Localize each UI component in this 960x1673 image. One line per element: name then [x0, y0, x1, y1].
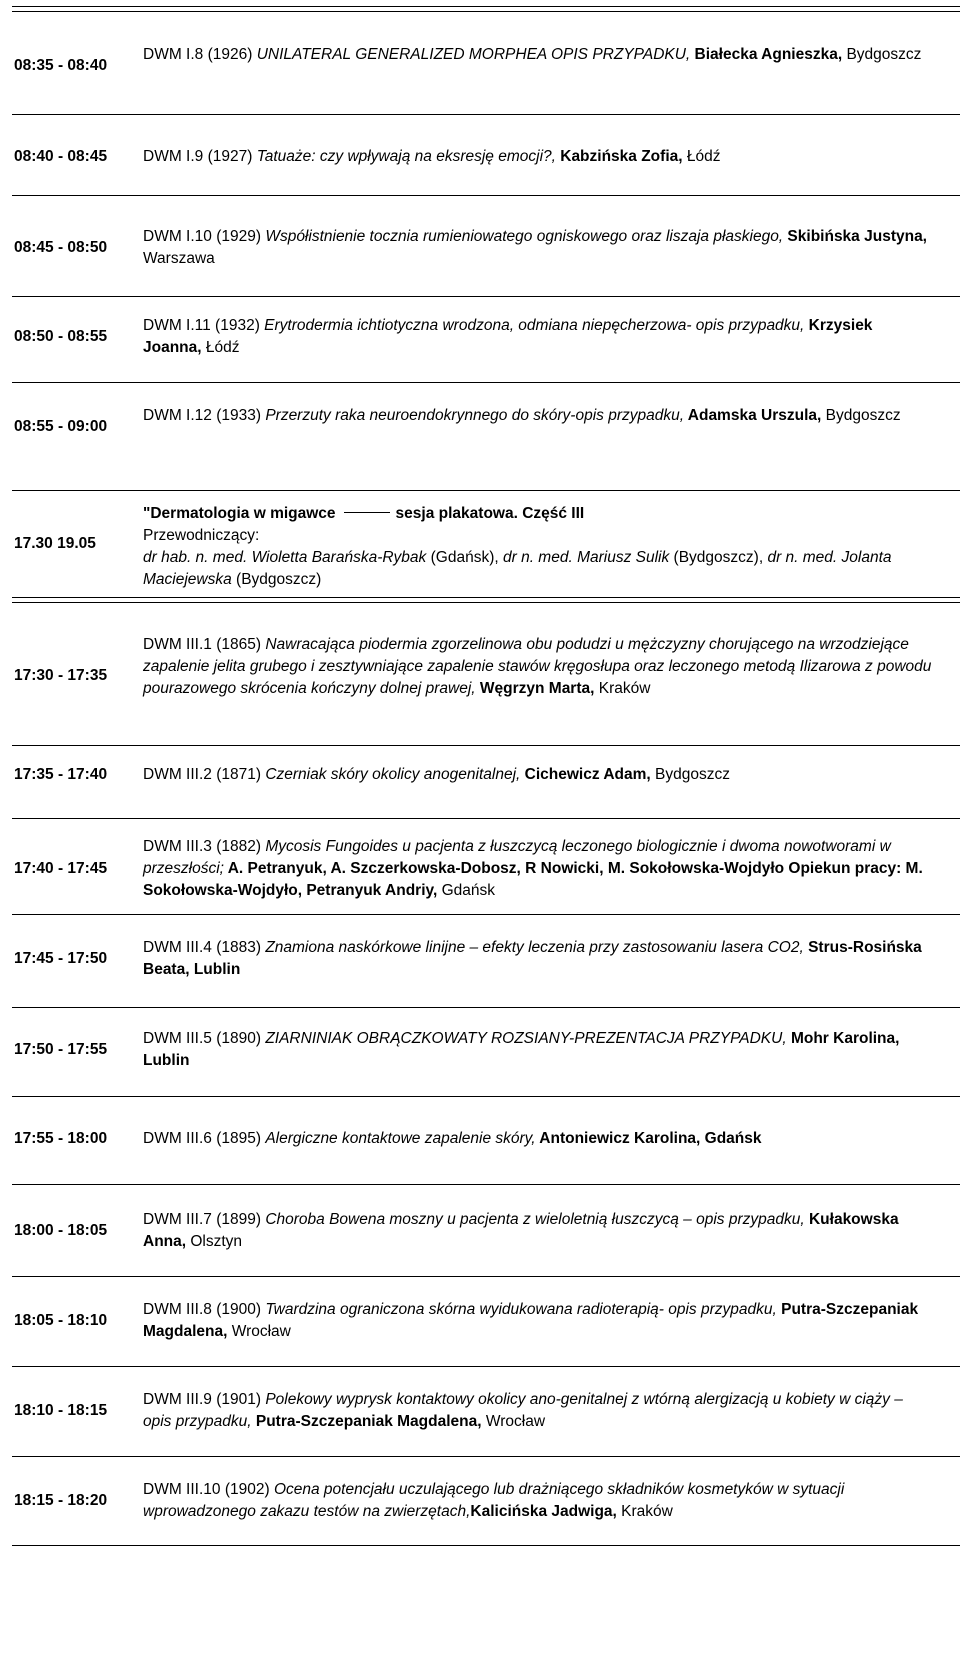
- separator: [12, 1276, 960, 1277]
- presentation-text: [143, 764, 933, 786]
- separator: [12, 1366, 960, 1367]
- presentation-text: [143, 1299, 933, 1343]
- presentation-text: [143, 1028, 933, 1072]
- session-time: 17.30 19.05: [14, 535, 96, 552]
- time-slot: 08:35 - 08:40: [14, 57, 108, 74]
- author-city: Łódź: [682, 148, 721, 165]
- author-city: Bydgoszcz: [821, 407, 901, 424]
- presentation-code: DWM III.2 (1871): [143, 766, 266, 783]
- session-title: "Dermatologia w migawce sesja plakatowa. Część III: [143, 505, 585, 522]
- separator: [12, 490, 960, 491]
- time-slot: 08:55 - 09:00: [14, 418, 108, 435]
- presentation-text: [143, 1209, 933, 1253]
- presentation-code: DWM III.6 (1895): [143, 1130, 266, 1147]
- chair-name: Wioletta Barańska-Rybak: [251, 549, 427, 566]
- presentation-text: [143, 146, 933, 168]
- author-city: Kraków: [594, 680, 651, 697]
- author-city: Bydgoszcz: [842, 46, 922, 63]
- separator: [12, 1096, 960, 1097]
- presentation-code: DWM III.7 (1899): [143, 1211, 266, 1228]
- chair-name: Mariusz Sulik: [577, 549, 670, 566]
- author-city: Wrocław: [481, 1413, 546, 1430]
- presentation-text: [143, 634, 933, 700]
- separator: [12, 818, 960, 819]
- time-slot: 17:55 - 18:00: [14, 1130, 108, 1147]
- separator: [12, 296, 960, 297]
- author-city: Bydgoszcz: [650, 766, 730, 783]
- presentation-text: [143, 1479, 933, 1523]
- time-slot: 17:30 - 17:35: [14, 667, 108, 684]
- presentation-text: [143, 44, 933, 66]
- chair-label: Przewodniczący:: [143, 527, 260, 544]
- separator: [12, 914, 960, 915]
- author-name: Adamska Urszula,: [684, 407, 822, 424]
- separator: [12, 597, 960, 603]
- presentation-title: Czerniak skóry okolicy anogenitalnej,: [265, 766, 521, 783]
- presentation-code: DWM III.5 (1890): [143, 1030, 266, 1047]
- presentation-code: DWM III.10 (1902): [143, 1481, 274, 1498]
- author-name: Putra-Szczepaniak Magdalena,: [143, 1301, 919, 1340]
- presentation-code: DWM I.11 (1932): [143, 317, 265, 334]
- author-city: Łódź: [201, 339, 240, 356]
- author-name: Węgrzyn Marta,: [475, 680, 595, 697]
- time-slot: 18:15 - 18:20: [14, 1492, 108, 1509]
- author-name: A. Petranyuk, A. Szczerkowska-Dobosz, R Nowicki, M. Sokołowska-Wojdyło Opiekun pracy: M. Sokołowska-Wojdyło, Petranyuk Andriy,: [143, 860, 923, 899]
- presentation-text: [143, 836, 933, 902]
- separator: [12, 1184, 960, 1185]
- separator: [12, 1456, 960, 1457]
- separator: [12, 195, 960, 196]
- author-name: Krzysiek Joanna,: [143, 317, 873, 356]
- time-slot: 08:45 - 08:50: [14, 239, 108, 256]
- presentation-title: Współistnienie tocznia rumieniowatego ogniskowego oraz liszaja płaskiego,: [265, 228, 784, 245]
- time-slot: 18:10 - 18:15: [14, 1402, 108, 1419]
- presentation-title: Polekowy wyprysk kontaktowy okolicy ano-genitalnej z wtórną alergizacją u kobiety w ciąży – opis przypadku,: [143, 1391, 903, 1430]
- chairs-list: dr hab. n. med. Wioletta Barańska-Rybak (Gdańsk), dr n. med. Mariusz Sulik (Bydgoszcz), dr n. med. Jolanta Maciejewska (Bydgoszcz): [143, 549, 892, 588]
- presentation-title: Ocena potencjału uczulającego lub drażniącego składników kosmetyków w sytuacji wprowadzonego zakazu testów na zwierzętach,: [143, 1481, 845, 1520]
- author-name: Kabzińska Zofia,: [555, 148, 683, 165]
- presentation-code: DWM III.9 (1901): [143, 1391, 266, 1408]
- presentation-text: [143, 315, 933, 359]
- author-name: Skibińska Justyna,: [783, 228, 927, 245]
- presentation-text: [143, 1128, 933, 1150]
- presentation-code: DWM I.8 (1926): [143, 46, 257, 63]
- presentation-title: Choroba Bowena moszny u pacjenta z wieloletnią łuszczycą – opis przypadku,: [265, 1211, 805, 1228]
- presentation-title: Twardzina ograniczona skórna wyidukowana radioterapią- opis przypadku,: [265, 1301, 777, 1318]
- time-slot: 17:35 - 17:40: [14, 766, 108, 783]
- separator: [12, 1545, 960, 1546]
- time-slot: 08:40 - 08:45: [14, 148, 108, 165]
- time-slot: 18:00 - 18:05: [14, 1222, 108, 1239]
- presentation-code: DWM I.12 (1933): [143, 407, 266, 424]
- separator: [12, 1007, 960, 1008]
- presentation-title: Erytrodermia ichtiotyczna wrodzona, odmiana niepęcherzowa- opis przypadku,: [264, 317, 805, 334]
- author-city: Gdańsk: [437, 882, 496, 899]
- presentation-title: ZIARNINIAK OBRĄCZKOWATY ROZSIANY-PREZENTACJA PRZYPADKU,: [265, 1030, 787, 1047]
- separator: [12, 114, 960, 115]
- dash-line: [344, 512, 390, 513]
- presentation-text: [143, 937, 933, 981]
- time-slot: 17:50 - 17:55: [14, 1041, 108, 1058]
- presentation-title: Nawracająca piodermia zgorzelinowa obu podudzi u mężczyzny chorującego na wrzodziejące zapalenie jelita grubego i zesztywniające zapalenie stawów kręgosłupa oraz leczonego metodą Ilizarowa z powodu pourazowego skrócenia kończyny dolnej prawej,: [143, 636, 932, 697]
- time-slot: 18:05 - 18:10: [14, 1312, 108, 1329]
- separator: [12, 382, 960, 383]
- presentation-text: [143, 226, 933, 270]
- presentation-code: DWM III.8 (1900): [143, 1301, 266, 1318]
- separator: [12, 745, 960, 746]
- author-name: Mohr Karolina, Lublin: [143, 1030, 900, 1069]
- presentation-text: [143, 405, 933, 427]
- presentation-title: Znamiona naskórkowe linijne – efekty leczenia przy zastosowaniu lasera CO2,: [265, 939, 804, 956]
- presentation-code: DWM III.3 (1882): [143, 838, 266, 855]
- presentation-title: Przerzuty raka neuroendokrynnego do skóry-opis przypadku,: [265, 407, 685, 424]
- presentation-code: DWM I.9 (1927): [143, 148, 257, 165]
- author-name: Cichewicz Adam,: [520, 766, 651, 783]
- author-city: Olsztyn: [186, 1233, 243, 1250]
- author-name: Białecka Agnieszka,: [690, 46, 843, 63]
- author-city: Kraków: [616, 1503, 673, 1520]
- presentation-title: UNILATERAL GENERALIZED MORPHEA OPIS PRZYPADKU,: [256, 46, 691, 63]
- presentation-text: [143, 1389, 933, 1433]
- chair-name: Jolanta Maciejewska: [143, 549, 892, 588]
- author-name: Putra-Szczepaniak Magdalena,: [251, 1413, 482, 1430]
- time-slot: 08:50 - 08:55: [14, 328, 108, 345]
- author-name: Kalicińska Jadwiga,: [470, 1503, 617, 1520]
- session-info: [143, 503, 933, 591]
- author-city: Wrocław: [227, 1323, 291, 1340]
- author-name: Antoniewicz Karolina, Gdańsk: [535, 1130, 762, 1147]
- presentation-code: DWM III.4 (1883): [143, 939, 266, 956]
- author-name: Strus-Rosińska Beata, Lublin: [143, 939, 922, 978]
- presentation-title: Mycosis Fungoides u pacjenta z łuszczycą leczonego biologicznie i dwoma nowotworami w przeszłości;: [143, 838, 891, 877]
- presentation-title: Tatuaże: czy wpływają na eksresję emocji?,: [256, 148, 556, 165]
- presentation-title: Alergiczne kontaktowe zapalenie skóry,: [265, 1130, 536, 1147]
- time-slot: 17:45 - 17:50: [14, 950, 108, 967]
- presentation-code: DWM III.1 (1865): [143, 636, 266, 653]
- author-city: Warszawa: [143, 250, 215, 267]
- presentation-code: DWM I.10 (1929): [143, 228, 266, 245]
- time-slot: 17:40 - 17:45: [14, 860, 108, 877]
- author-name: Kułakowska Anna,: [143, 1211, 899, 1250]
- separator: [12, 6, 960, 12]
